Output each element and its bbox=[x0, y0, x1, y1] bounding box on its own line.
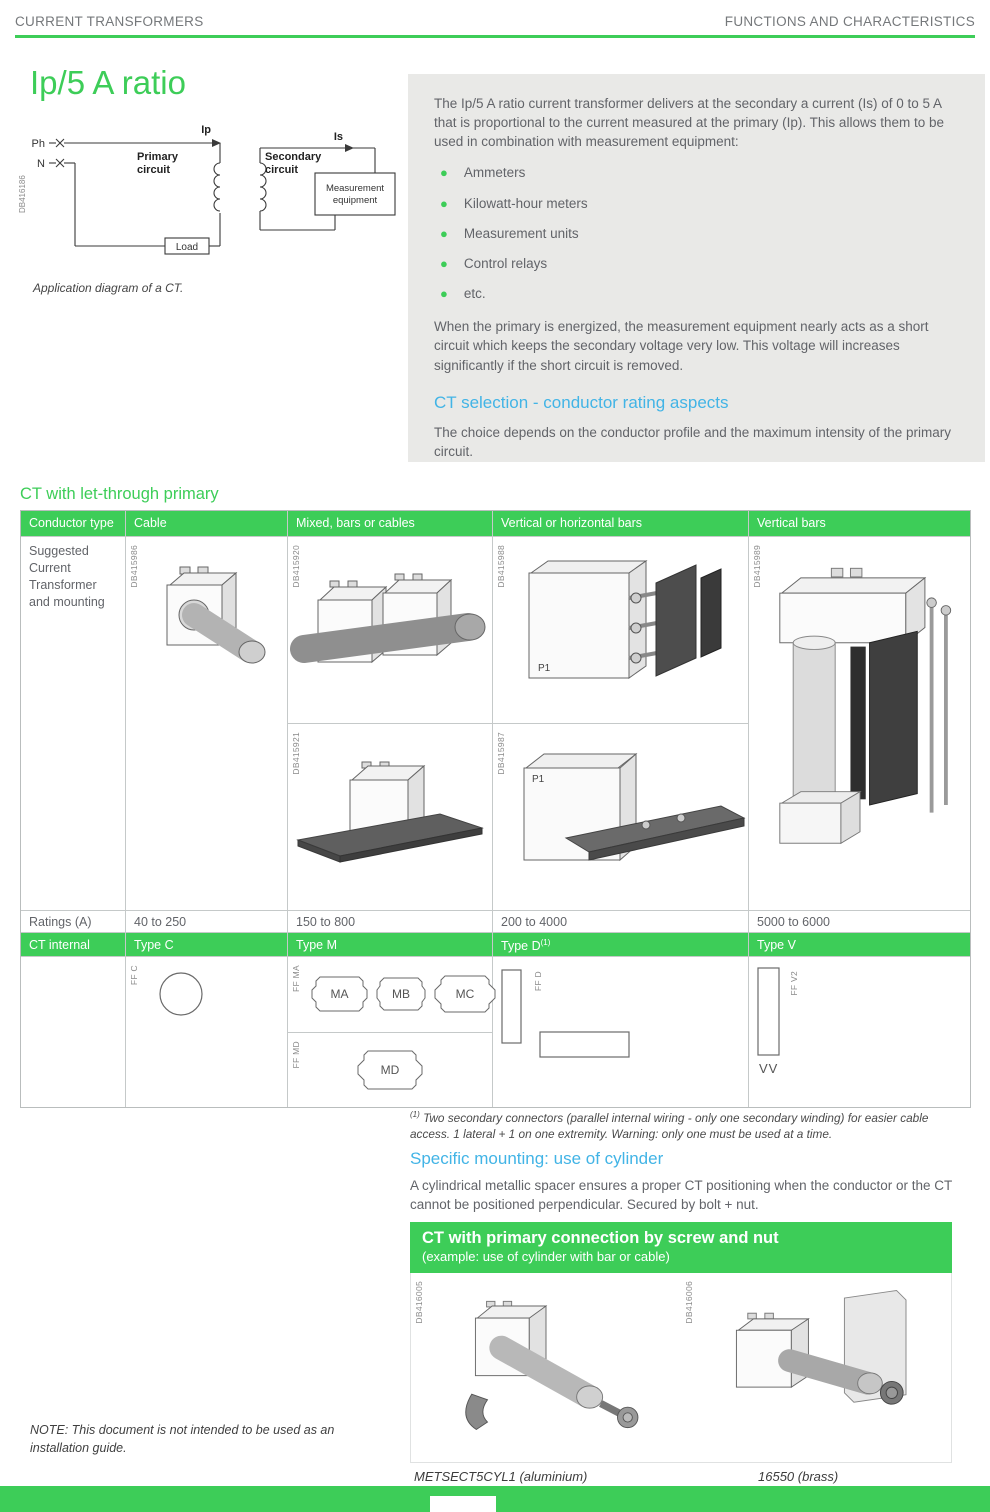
ct-selection-table bbox=[20, 510, 971, 1108]
image-code: DB415989 bbox=[752, 545, 762, 588]
type-c-shape bbox=[158, 971, 204, 1017]
ct-circuit-diagram bbox=[15, 118, 405, 278]
shape-code: FF D bbox=[533, 971, 543, 992]
two-ct-cable-illustration bbox=[290, 555, 490, 705]
rating-vertical-horizontal: 200 to 4000 bbox=[493, 911, 749, 932]
ratings-label: Ratings (A) bbox=[21, 911, 126, 932]
diagram-caption: Application diagram of a CT. bbox=[33, 281, 184, 295]
type-d-shapes-cell bbox=[493, 957, 749, 1107]
bullet-icon: ● bbox=[440, 225, 448, 241]
intro-paragraph-2: When the primary is energized, the measurement equipment nearly acts as a short circuit which keeps the secondary voltage very low. This voltage will increases significantly if the short circuit is removed. bbox=[434, 319, 929, 373]
footnote-text: Two secondary connectors (parallel internal wiring - only one secondary winding) for easier cable access. 1 lateral + 1 on one extremity. Warning: only one must be used at a time. bbox=[410, 1110, 929, 1141]
type-d-label: Type D bbox=[501, 939, 541, 954]
image-code: DB415988 bbox=[496, 545, 506, 588]
p1-label: P1 bbox=[537, 662, 550, 674]
cable-ct-cell bbox=[126, 537, 288, 910]
list-item bbox=[440, 224, 959, 243]
type-v-shapes-cell bbox=[749, 957, 970, 1107]
type-md-shape bbox=[357, 1050, 423, 1090]
bullet-icon: ● bbox=[440, 255, 448, 271]
image-code: DB416005 bbox=[414, 1281, 424, 1324]
ct-internal-label: CT internal bbox=[21, 933, 126, 956]
type-mc-shape bbox=[434, 975, 496, 1013]
secondary-circuit-label-2: circuit bbox=[265, 164, 299, 176]
list-item bbox=[440, 163, 959, 182]
column-header-vertical-bars: Vertical bars bbox=[749, 511, 970, 536]
image-code: DB415920 bbox=[291, 545, 301, 588]
mixed-ct-bottom bbox=[288, 724, 492, 910]
mixed-ct-cell bbox=[288, 537, 493, 910]
ct-cylinder-brass bbox=[696, 1281, 936, 1461]
row-label-suggested-ct: Suggested Current Transformer and mounting bbox=[21, 537, 126, 910]
mc-label: MC bbox=[455, 987, 474, 1002]
measurement-label-1: Measurement bbox=[325, 183, 385, 194]
image-code: DB415921 bbox=[291, 732, 301, 775]
bullet-icon: ● bbox=[440, 165, 448, 181]
page-header bbox=[15, 14, 975, 29]
vertical-bars-ct-top bbox=[493, 537, 748, 724]
table-images-row bbox=[21, 537, 970, 911]
intro-paragraph-1: The Ip/5 A ratio current transformer delivers at the secondary a current (Is) of 0 to 5 A that is proportional to the current measured at the primary (Ip). This allows them to be used in combination with measurement equipment: bbox=[434, 96, 944, 150]
column-header-cable: Cable bbox=[126, 511, 288, 536]
type-v-shape bbox=[757, 967, 781, 1057]
is-label: Is bbox=[333, 131, 343, 143]
ma-mb-mc-shapes bbox=[285, 975, 496, 1013]
image-code: DB416006 bbox=[684, 1281, 694, 1324]
type-d-horizontal-shape bbox=[539, 1031, 631, 1059]
column-header-vertical-horizontal: Vertical or horizontal bars bbox=[493, 511, 749, 536]
type-v-header: Type V bbox=[749, 933, 970, 956]
diagram-code: DB416186 bbox=[18, 175, 27, 213]
primary-circuit-label-1: Primary bbox=[137, 151, 178, 163]
table-footnote bbox=[410, 1110, 968, 1143]
vertical-horizontal-ct-cell bbox=[493, 537, 749, 910]
rating-vertical-bars: 5000 to 6000 bbox=[757, 915, 830, 929]
ct-cylinder-aluminium bbox=[416, 1281, 676, 1461]
specific-mounting-heading: Specific mounting: use of cylinder bbox=[410, 1149, 664, 1168]
bullet-icon: ● bbox=[440, 195, 448, 211]
intro-panel bbox=[408, 74, 985, 462]
measurement-label-2: equipment bbox=[332, 195, 378, 206]
type-m-shapes-cell bbox=[288, 957, 493, 1107]
bullet-icon: ● bbox=[440, 286, 448, 302]
md-label: MD bbox=[380, 1062, 400, 1077]
banner-subtitle: (example: use of cylinder with bar or cable) bbox=[422, 1248, 670, 1264]
type-c-shape-cell bbox=[126, 957, 288, 1107]
type-md-subcell bbox=[288, 1033, 492, 1108]
specific-mounting-text: A cylindrical metallic spacer ensures a proper CT positioning when the conductor or the CT cannot be positioned perpendicular. Secured by bolt + nut. bbox=[410, 1178, 953, 1213]
table-section-heading: CT with let-through primary bbox=[20, 485, 219, 503]
brass-caption: 16550 (brass) bbox=[758, 1469, 839, 1485]
mb-label: MB bbox=[391, 987, 410, 1002]
footer-page-box bbox=[430, 1496, 496, 1512]
ct-horizontal-bar-illustration bbox=[496, 730, 746, 905]
column-header-conductor-type: Conductor type bbox=[21, 511, 126, 536]
type-ma-shape bbox=[311, 976, 368, 1012]
list-item-label: Ammeters bbox=[463, 165, 526, 181]
ct-vertical-bars-illustration bbox=[496, 543, 746, 718]
is-arrow bbox=[345, 144, 354, 152]
image-code: DB415987 bbox=[496, 732, 506, 775]
table-header-row bbox=[21, 511, 970, 537]
type-ma-mb-mc-subcell bbox=[288, 957, 492, 1033]
vertical-bars-large-cell bbox=[749, 537, 970, 910]
ratings-row bbox=[21, 911, 970, 933]
type-c-header: Type C bbox=[126, 933, 288, 956]
rating-mixed: 150 to 800 bbox=[288, 911, 493, 932]
header-left-title: CURRENT TRANSFORMERS bbox=[15, 14, 204, 29]
page-title: Ip/5 A ratio bbox=[30, 64, 186, 101]
primary-circuit-label-2: circuit bbox=[137, 164, 171, 176]
ip-label: Ip bbox=[201, 124, 211, 136]
list-item-label: Measurement units bbox=[463, 225, 579, 241]
ct-selection-heading: CT selection - conductor rating aspects bbox=[434, 392, 729, 412]
horizontal-bar-ct-bottom bbox=[493, 724, 748, 910]
type-d-footnote-ref: (1) bbox=[540, 938, 551, 947]
equipment-list bbox=[440, 163, 959, 303]
list-item-label: Control relays bbox=[463, 255, 548, 271]
ma-label: MA bbox=[330, 987, 348, 1002]
shape-code: FF C bbox=[129, 965, 139, 986]
header-divider bbox=[15, 35, 975, 38]
image-code: DB415986 bbox=[129, 545, 139, 588]
rating-cable: 40 to 250 bbox=[126, 911, 288, 932]
list-item bbox=[440, 284, 959, 303]
n-label: N bbox=[37, 158, 45, 170]
shapes-row bbox=[21, 957, 970, 1107]
list-item-label: Kilowatt-hour meters bbox=[463, 195, 588, 211]
type-m-header: Type M bbox=[288, 933, 493, 956]
banner-title: CT with primary connection by screw and nut bbox=[422, 1229, 779, 1247]
shapes-empty-cell bbox=[21, 957, 126, 1107]
ph-label: Ph bbox=[31, 138, 45, 150]
installation-note: NOTE: This document is not intended to be used as an installation guide. bbox=[30, 1423, 335, 1455]
type-mb-shape bbox=[376, 977, 426, 1011]
column-header-mixed: Mixed, bars or cables bbox=[288, 511, 493, 536]
cylinder-illustrations bbox=[410, 1273, 952, 1463]
secondary-circuit-label-1: Secondary bbox=[265, 151, 322, 163]
type-d-header bbox=[493, 933, 749, 956]
ct-internal-row bbox=[21, 933, 970, 957]
shape-code: FF MD bbox=[291, 1040, 301, 1068]
aluminium-caption: METSECT5CYL1 (aluminium) bbox=[414, 1469, 588, 1485]
list-item-label: etc. bbox=[463, 286, 486, 302]
shape-code: FF MA bbox=[291, 965, 301, 992]
load-label: Load bbox=[175, 242, 199, 253]
shape-code: FF V2 bbox=[789, 971, 799, 996]
list-item bbox=[440, 194, 959, 213]
cable-ct-illustration bbox=[132, 553, 282, 683]
aluminium-cylinder-illustration bbox=[411, 1273, 681, 1462]
cylinder-banner bbox=[410, 1222, 952, 1273]
footer-bar bbox=[0, 1486, 990, 1512]
cylinder-mounting-panel bbox=[410, 1222, 952, 1484]
vv-label: VV bbox=[759, 1061, 779, 1076]
header-right-title: FUNCTIONS AND CHARACTERISTICS bbox=[724, 14, 975, 29]
ct-selection-text: The choice depends on the conductor profile and the maximum intensity of the primary circuit. bbox=[434, 424, 952, 459]
footnote-ref: (1) bbox=[410, 1110, 420, 1119]
ct-flat-bar-illustration bbox=[290, 742, 490, 892]
application-diagram bbox=[15, 118, 405, 283]
type-d-vertical-shape bbox=[501, 969, 523, 1045]
large-vertical-bars-ct-illustration bbox=[755, 557, 965, 887]
brass-cylinder-illustration bbox=[681, 1273, 951, 1462]
p1-label: P1 bbox=[531, 773, 544, 785]
mixed-ct-top bbox=[288, 537, 492, 724]
cylinder-captions bbox=[410, 1463, 952, 1484]
list-item bbox=[440, 254, 959, 273]
